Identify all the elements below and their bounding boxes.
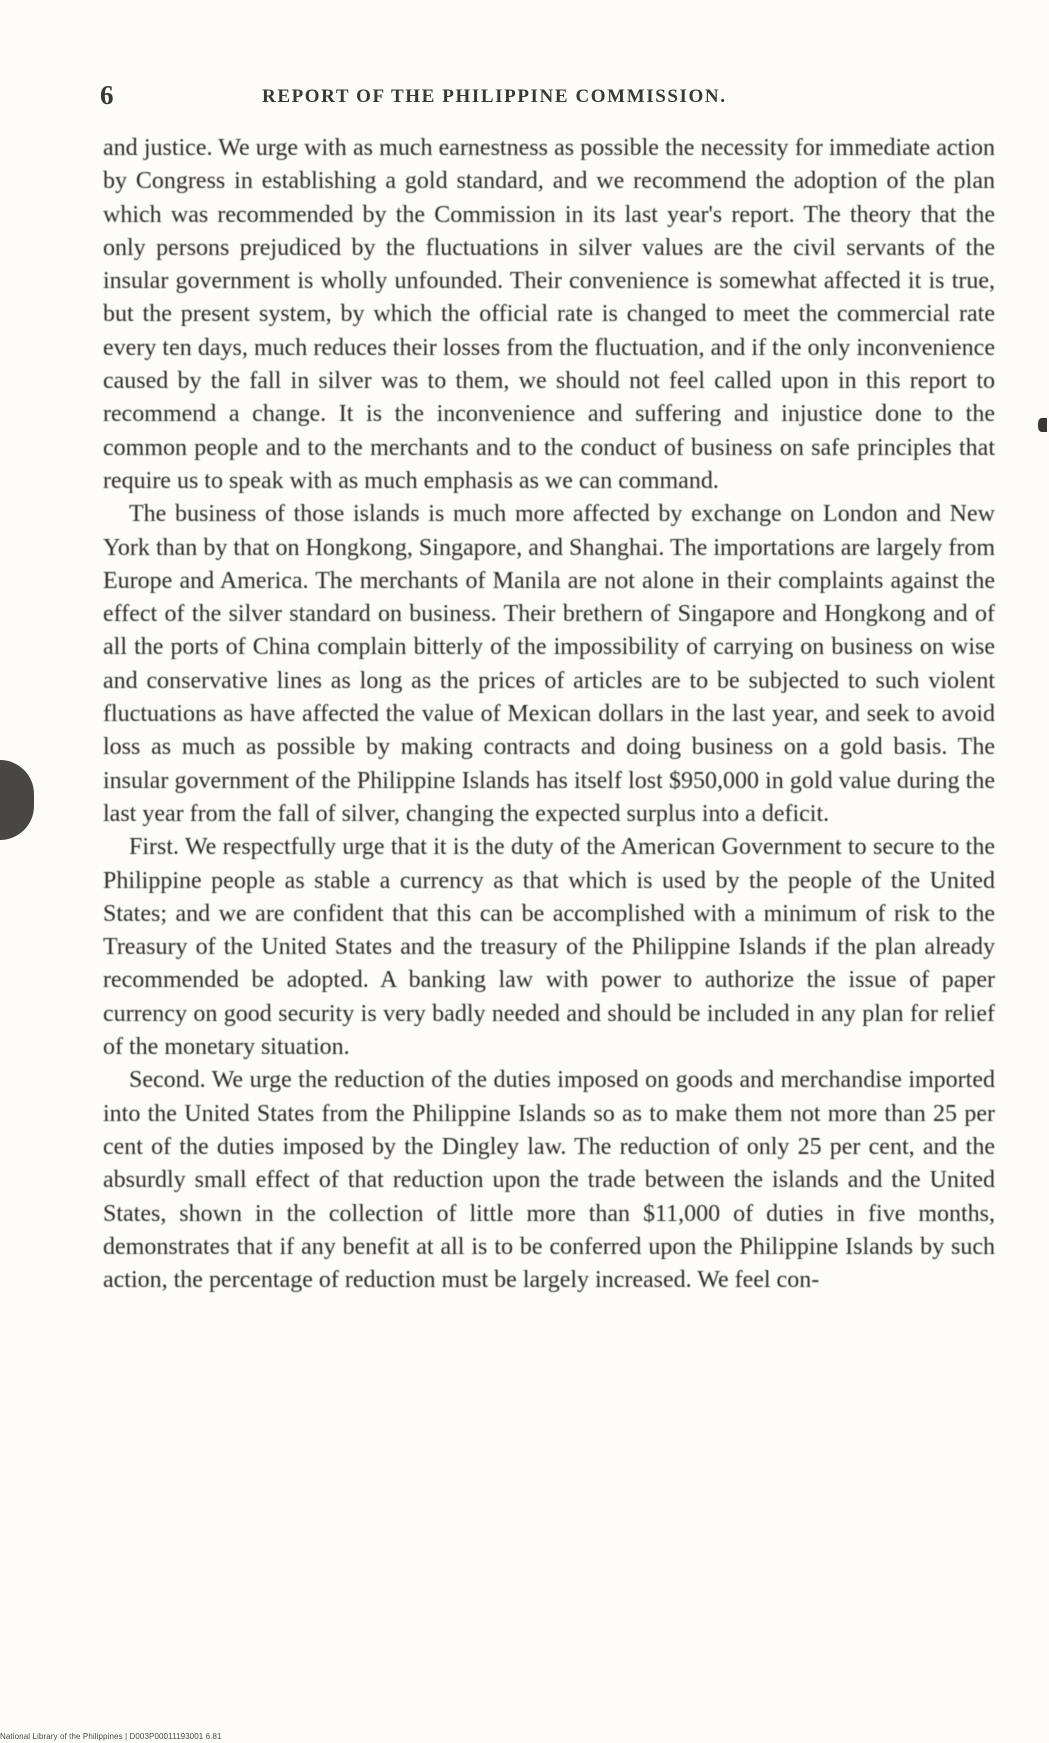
running-title: REPORT OF THE PHILIPPINE COMMISSION. (262, 86, 727, 107)
paragraph: The business of those islands is much more affected by exchange on London and New York than by that on Hongkong, Singapore, and Shanghai. The importations are largely from Europe and America. The merchants of Manila are not alone in their complaints against the effect of the silver standard on business. Their brethern of Singapore and Hongkong and of all the ports of China complain bitterly of the impossibility of carrying on business on wise and conservative lines as long as the prices of articles are to be subjected to such violent fluctuations as have affected the value of Mexican dollars in the last year, and seek to avoid loss as much as possible by making contracts and doing business on a gold basis. The insular government of the Philippine Islands has itself lost $950,000 in gold value during the last year from the fall of silver, changing the expected surplus into a deficit. (103, 501, 995, 827)
footer-caption: National Library of the Philippines | D003P00011193001 6.81 (0, 1732, 222, 1741)
paragraph: First. We respectfully urge that it is the duty of the American Government to secure to the Philippine people as stable a currency as that which is used by the people of the United States; and we are confident that this can be accomplished with a minimum of risk to the Treasury of the United States and the treasury of the Philippine Islands if the plan already recommended be adopted. A banking law with power to authorize the issue of paper currency on good security is very badly needed and should be included in any plan for relief of the monetary situation. (103, 834, 995, 1061)
body-text (103, 132, 995, 1297)
page-number: 6 (100, 80, 114, 110)
edge-mark (1038, 418, 1047, 432)
paragraph: Second. We urge the reduction of the duties imposed on goods and merchandise imported into the United States from the Philippine Islands so as to make them not more than 25 per cent of the duties imposed by the Dingley law. The reduction of only 25 per cent, and the absurdly small effect of that reduction upon the trade between the islands and the United States, shown in the collection of little more than $11,000 of duties in five months, demonstrates that if any benefit at all is to be conferred upon the Philippine Islands by such action, the percentage of reduction must be largely increased. We feel con- (103, 1067, 995, 1294)
paragraph: and justice. We urge with as much earnestness as possible the necessity for immediate action by Congress in establishing a gold standard, and we recommend the adoption of the plan which was recommended by the Commission in its last year's report. The theory that the only persons prejudiced by the fluctuations in silver values are the civil servants of the insular government is wholly unfounded. Their convenience is somewhat affected it is true, but the present system, by which the official rate is changed to meet the commercial rate every ten days, much reduces their losses from the fluctuation, and if the only inconvenience caused by the fall in silver was to them, we should not feel called upon in this report to recommend a change. It is the inconvenience and suffering and injustice done to the common people and to the merchants and to the conduct of business on safe principles that require us to speak with as much emphasis as we can command. (103, 135, 995, 494)
scan-shadow-mark (0, 760, 34, 840)
